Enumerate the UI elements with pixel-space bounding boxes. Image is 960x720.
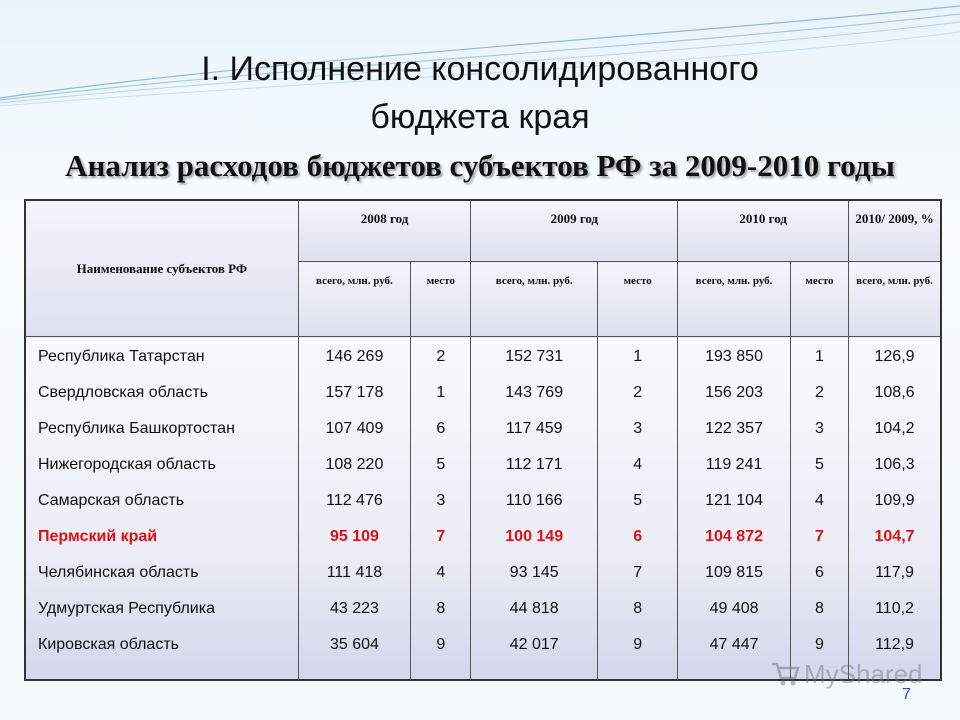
column-header-name: Наименование субъектов РФ — [25, 200, 298, 337]
table-cell-p2009: 1 — [633, 348, 643, 365]
table-cell-t2008: 108 220 — [325, 456, 384, 473]
table-cell-t2008: 146 269 — [325, 348, 384, 365]
table-cell-p2009: 5 — [633, 492, 643, 509]
column-header-2008: 2008 год — [298, 200, 471, 262]
table-cell-ratio: 108,6 — [874, 384, 915, 401]
column-total-2009 — [471, 337, 598, 681]
table-cell-t2010: 47 447 — [709, 636, 759, 653]
table-cell-ratio: 106,3 — [874, 456, 915, 473]
table-cell-ratio: 112,9 — [875, 636, 914, 653]
table-cell-p2009: 9 — [633, 636, 643, 653]
subheader-place-2008: место — [411, 262, 471, 337]
table-cell-name: Самарская область — [38, 492, 185, 509]
table-cell-p2010: 5 — [814, 456, 824, 473]
table-cell-ratio: 104,2 — [874, 420, 915, 437]
table-cell-t2010: 122 357 — [705, 420, 763, 437]
table-cell-p2008: 8 — [436, 600, 446, 617]
table-cell-ratio: 126,9 — [874, 348, 915, 365]
table-cell-t2010: 193 850 — [705, 348, 763, 365]
subheader-place-2010: место — [790, 262, 848, 337]
table-cell-t2010: 156 203 — [705, 384, 763, 401]
watermark-text: MyShared — [804, 658, 923, 689]
table-cell-t2009: 152 731 — [505, 348, 564, 365]
table-cell-t2009: 44 818 — [509, 600, 559, 617]
watermark — [770, 654, 923, 694]
table-cell-name: Нижегородская область — [38, 456, 216, 473]
table-cell-p2009: 4 — [633, 456, 643, 473]
column-header-2010: 2010 год — [678, 200, 849, 262]
table-cell-name: Кировская область — [38, 636, 179, 653]
table-cell-name: Свердловская область — [38, 384, 208, 401]
table-cell-p2008: 6 — [436, 420, 446, 437]
column-header-ratio: 2010/ 2009, % — [849, 200, 941, 262]
column-header-2009: 2009 год — [471, 200, 678, 262]
table-cell-t2009: 42 017 — [509, 636, 559, 653]
table-cell-p2008: 9 — [436, 636, 446, 653]
table-cell-t2009: 143 769 — [505, 384, 564, 401]
table-cell-ratio: 109,9 — [874, 492, 915, 509]
table-cell-p2008: 2 — [436, 348, 446, 365]
table-cell-t2008: 95 109 — [329, 528, 379, 545]
subheader-place-2009: место — [597, 262, 677, 337]
cart-icon — [770, 660, 800, 688]
table-cell-p2010: 3 — [814, 420, 824, 437]
subheader-total-2010: всего, млн. руб. — [678, 262, 790, 337]
table-body-row — [25, 337, 941, 681]
column-names — [25, 337, 298, 681]
table-cell-t2009: 110 166 — [505, 492, 563, 509]
subheader-total-2009: всего, млн. руб. — [471, 262, 598, 337]
table-cell-p2009: 8 — [633, 600, 643, 617]
table-cell-t2008: 43 223 — [329, 600, 379, 617]
table-cell-p2009: 3 — [633, 420, 643, 437]
slide-title-line2: бюджета края — [370, 98, 590, 136]
table-cell-t2008: 157 178 — [325, 384, 384, 401]
table-cell-t2009: 100 149 — [505, 528, 564, 545]
table-cell-p2010: 9 — [814, 636, 824, 653]
table-cell-p2008: 1 — [436, 384, 446, 401]
column-place-2010 — [790, 337, 848, 681]
table-cell-name: Удмуртская Республика — [38, 600, 215, 617]
table-cell-ratio: 104,7 — [874, 528, 915, 545]
table-cell-p2008: 4 — [436, 564, 446, 581]
table-cell-p2010: 6 — [814, 564, 824, 581]
table-cell-t2009: 112 171 — [505, 456, 563, 473]
table-cell-t2010: 104 872 — [705, 528, 763, 545]
page-number: 7 — [902, 686, 911, 703]
column-total-2008 — [298, 337, 410, 681]
table-cell-p2010: 7 — [814, 528, 824, 545]
table-cell-t2010: 109 815 — [705, 564, 763, 581]
column-place-2008 — [411, 337, 471, 681]
subheader-total-2008: всего, млн. руб. — [298, 262, 410, 337]
table-cell-t2009: 117 459 — [505, 420, 563, 437]
table-cell-p2010: 1 — [814, 348, 824, 365]
table-cell-p2009: 7 — [633, 564, 643, 581]
table-cell-p2010: 8 — [814, 600, 824, 617]
column-total-2010 — [678, 337, 790, 681]
table-cell-t2008: 107 409 — [325, 420, 384, 437]
table-cell-name: Челябинская область — [38, 564, 199, 581]
slide-title-line1: I. Исполнение консолидированного — [201, 50, 759, 88]
expenditure-table — [24, 199, 942, 681]
header-row-years — [25, 200, 941, 262]
table-cell-p2009: 2 — [633, 384, 643, 401]
table-cell-p2008: 7 — [436, 528, 446, 545]
table-cell-t2009: 93 145 — [509, 564, 559, 581]
table-cell-t2010: 119 241 — [705, 456, 763, 473]
table-cell-t2010: 121 104 — [705, 492, 763, 509]
table-cell-p2010: 2 — [814, 384, 824, 401]
table-cell-ratio: 110,2 — [875, 600, 914, 617]
table-cell-p2010: 4 — [814, 492, 824, 509]
column-place-2009 — [597, 337, 677, 681]
table-cell-t2010: 49 408 — [709, 600, 759, 617]
table-cell-t2008: 35 604 — [329, 636, 379, 653]
table-cell-t2008: 112 476 — [326, 492, 383, 509]
subheader-ratio: всего, млн. руб. — [849, 262, 941, 337]
table-cell-p2008: 5 — [436, 456, 446, 473]
table-cell-name: Пермский край — [38, 528, 158, 545]
table-cell-ratio: 117,9 — [875, 564, 914, 581]
slide-subtitle: Анализ расходов бюджетов субъектов РФ за 2009-2010 годы — [65, 148, 895, 183]
table-cell-name: Республика Башкортостан — [38, 420, 235, 437]
table-cell-t2008: 111 418 — [326, 564, 383, 581]
table-cell-name: Республика Татарстан — [38, 348, 205, 365]
table-cell-p2009: 6 — [633, 528, 643, 545]
column-ratio — [849, 337, 941, 681]
table-cell-p2008: 3 — [436, 492, 446, 509]
